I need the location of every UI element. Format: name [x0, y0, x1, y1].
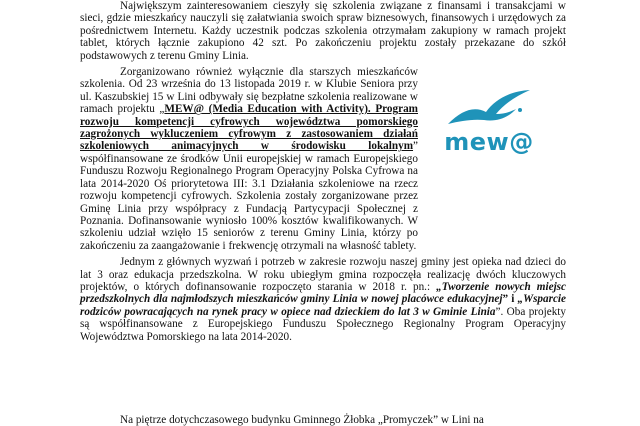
mewa-tail-text: ” współfinansowane ze środków Unii europejskiej w ramach Europejskiego Funduszu Rozwoju Regionalnego Program Operacyjny Polska Cyfrowa na lata 2014-2020 Oś priorytetowa III: 3.1 Działania szkoleniowe na rzecz rozwoju kompetencji cyfrowych. Szkolenia zostały zorganizowane przez Gminę Linia przy współpracy z Fundacją Partycypacji Społecznej z Poznania. Dofinansowanie wyniosło 100% kosztów kwalifikowanych. W szkoleniu udział wzięło 15 seniorów z terenu Gminy Linia, którzy po zakończeniu za zaangażowanie i frekwencję otrzymali na własność tablety.: [80, 140, 418, 252]
preschool-project-title: „Tworzenie nowych miejsc przedszkolnych dla najmłodszych mieszkańców gminy Linia w nowej placówce edukacyjnej: [80, 280, 567, 306]
childcare-lead-text: Jednym z głównych wyzwań i potrzeb w zakresie rozwoju naszej gminy jest opieka nad dzieci do lat 3 oraz edukacja przedszkolna. W roku ubiegłym gmina rozpoczęła realizację dwóch kluczowych projektów, o których dofinansowanie rozpoczęto starania w 2018 r. pn.:: [80, 256, 566, 293]
mewa-lead-text: Zorganizowano również wyłącznie dla starszych mieszkańców szkolenia. Od 23 września do 13 listopada 2019 r. w Klubie Seniora przy ul. Kaszubskiej 15 w Lini odbywały się bezpłatne szkolenia realizowane w ramach projektu „: [80, 66, 418, 116]
logo-text: mew@: [444, 128, 534, 156]
seagull-bird-icon: [444, 88, 534, 130]
paragraph-nursery-building: Na piętrze dotychczasowego budynku Gminnego Żłobka „Promyczek” w Lini na: [120, 414, 484, 426]
conjunction-text: ” i: [502, 293, 518, 306]
mewa-logo: [444, 88, 534, 160]
paragraph-trainings: Największym zainteresowaniem cieszyły się szkolenia związane z finansami i transakcjami w sieci, gdzie mieszkańcy nauczyli się załatwiania swoich spraw biznesowych, finansowych i urzędowych za pośrednictwem Internetu. Każdy uczestnik podczas szkolenia otrzymałam zakupiony w ramach projekt tablet, których łącznie zakupiono 42 szt. Po zakończeniu projektu zostały przekazane do szkół podstawowych z terenu Gminy Linia.: [80, 0, 566, 62]
paragraph-mewa-project: [80, 66, 418, 252]
paragraph-childcare: [80, 256, 566, 343]
childcare-tail-text: ”. Oba projekty są współfinansowane z Europejskiego Funduszu Społecznego Regionalny Program Operacyjny Województwa Pomorskiego na lata 2014-2020.: [80, 305, 566, 343]
nursery-project-title: „Wsparcie rodziców powracających na rynek pracy w opiece nad dzieckiem do lat 3 w Gminie Linia: [80, 293, 567, 318]
mewa-project-title: MEW@ (Media Education with Activity). Program rozwoju kompetencji cyfrowych województwa pomorskiego zagrożonych wykluczeniem cyfrowym z zastosowaniem działań szkoleniowych animacyjnych w środowisku lokalnym: [80, 103, 418, 153]
document-page: [80, 0, 566, 343]
